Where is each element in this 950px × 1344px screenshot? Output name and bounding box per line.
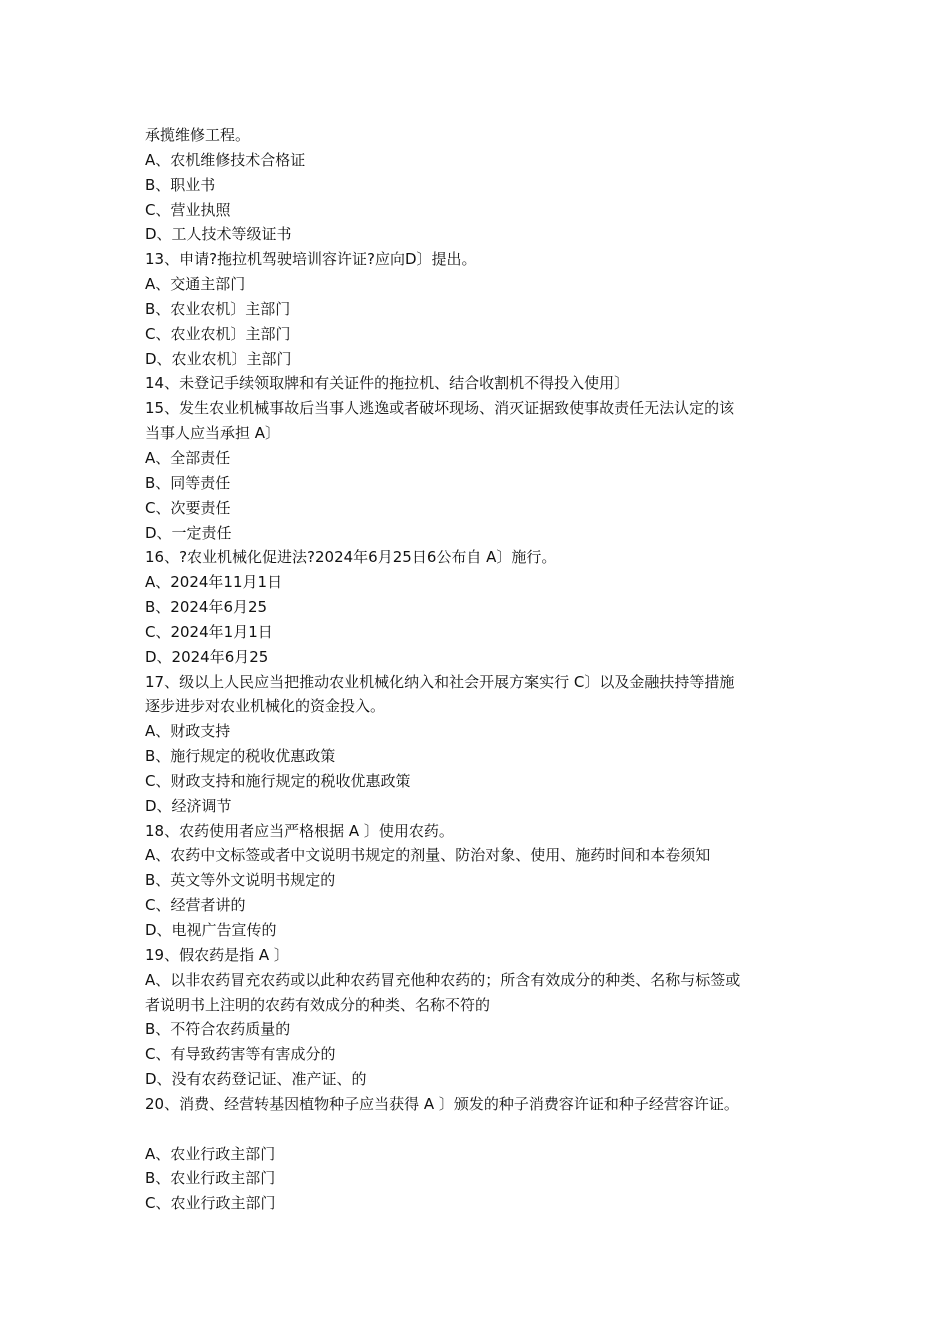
option-line: D、电视广告宣传的: [145, 921, 277, 939]
option-line: C、农业行政主部门: [145, 1194, 276, 1213]
option-line: C、次要责任: [145, 498, 231, 517]
question-line: 13、申请?拖拉机驾驶培训容许证?应向D〕提出。: [145, 250, 477, 269]
option-line: 者说明书上注明的农药有效成分的种类、名称不符的: [145, 995, 491, 1014]
question-line: 19、假农药是指 A 〕: [145, 945, 289, 964]
option-line: B、同等责任: [145, 473, 231, 492]
document-page: [145, 123, 845, 1216]
option-line: C、财政支持和施行规定的税收优惠政策: [145, 771, 411, 790]
question-line: 18、农药使用者应当严格根据 A 〕使用农药。: [145, 821, 454, 840]
question-line: 16、?农业机械化促进法?2024年6月25日6公布自 A〕施行。: [145, 548, 557, 567]
option-line: A、财政支持: [145, 722, 231, 741]
question-line: 17、级以上人民应当把推动农业机械化纳入和社会开展方案实行 C〕以及金融扶持等措施: [145, 672, 735, 691]
option-line: B、农业行政主部门: [145, 1169, 276, 1188]
question-line: 逐步进步对农业机械化的资金投入。: [145, 697, 386, 716]
option-line: B、施行规定的税收优惠政策: [145, 747, 336, 766]
option-line: A、农药中文标签或者中文说明书规定的剂量、防治对象、使用、施药时间和本卷须知: [145, 846, 711, 865]
option-line: B、职业书: [145, 175, 216, 194]
option-line: A、农机维修技术合格证: [145, 150, 306, 169]
option-line: C、营业执照: [145, 200, 231, 219]
option-line: C、有导致药害等有害成分的: [145, 1045, 336, 1064]
option-line: D、农业农机〕主部门: [145, 349, 292, 368]
option-line: A、全部责任: [145, 448, 231, 467]
option-line: D、经济调节: [145, 796, 232, 815]
option-line: C、农业农机〕主部门: [145, 324, 291, 343]
option-line: A、2024年11月1日: [145, 573, 283, 592]
question-line: 20、消费、经营转基因植物种子应当获得 A 〕颁发的种子消费容许证和种子经营容许证。: [145, 1094, 739, 1113]
question-line: 14、未登记手续领取牌和有关证件的拖拉机、结合收割机不得投入使用〕: [145, 374, 630, 393]
option-line: D、工人技术等级证书: [145, 225, 292, 244]
blank-line: [145, 1117, 845, 1142]
option-line: A、交通主部门: [145, 275, 246, 294]
question-line: 15、发生农业机械事故后当事人逃逸或者破坏现场、消灭证据致使事故责任无法认定的该: [145, 399, 735, 418]
option-line: D、没有农药登记证、准产证、的: [145, 1070, 367, 1089]
option-line: A、以非农药冒充农药或以此种农药冒充他种农药的；所含有效成分的种类、名称与标签或: [145, 970, 741, 989]
option-line: D、2024年6月25: [145, 647, 269, 666]
option-line: B、英文等外文说明书规定的: [145, 871, 336, 890]
question-line: 当事人应当承担 A〕: [145, 424, 281, 443]
option-line: C、经营者讲的: [145, 896, 246, 915]
option-line: B、2024年6月25: [145, 598, 268, 617]
option-line: B、不符合农药质量的: [145, 1020, 291, 1039]
option-line: B、农业农机〕主部门: [145, 299, 291, 318]
option-line: C、2024年1月1日: [145, 622, 273, 641]
text-line: 承揽维修工程。: [145, 126, 251, 144]
option-line: A、农业行政主部门: [145, 1144, 276, 1163]
option-line: D、一定责任: [145, 523, 232, 542]
